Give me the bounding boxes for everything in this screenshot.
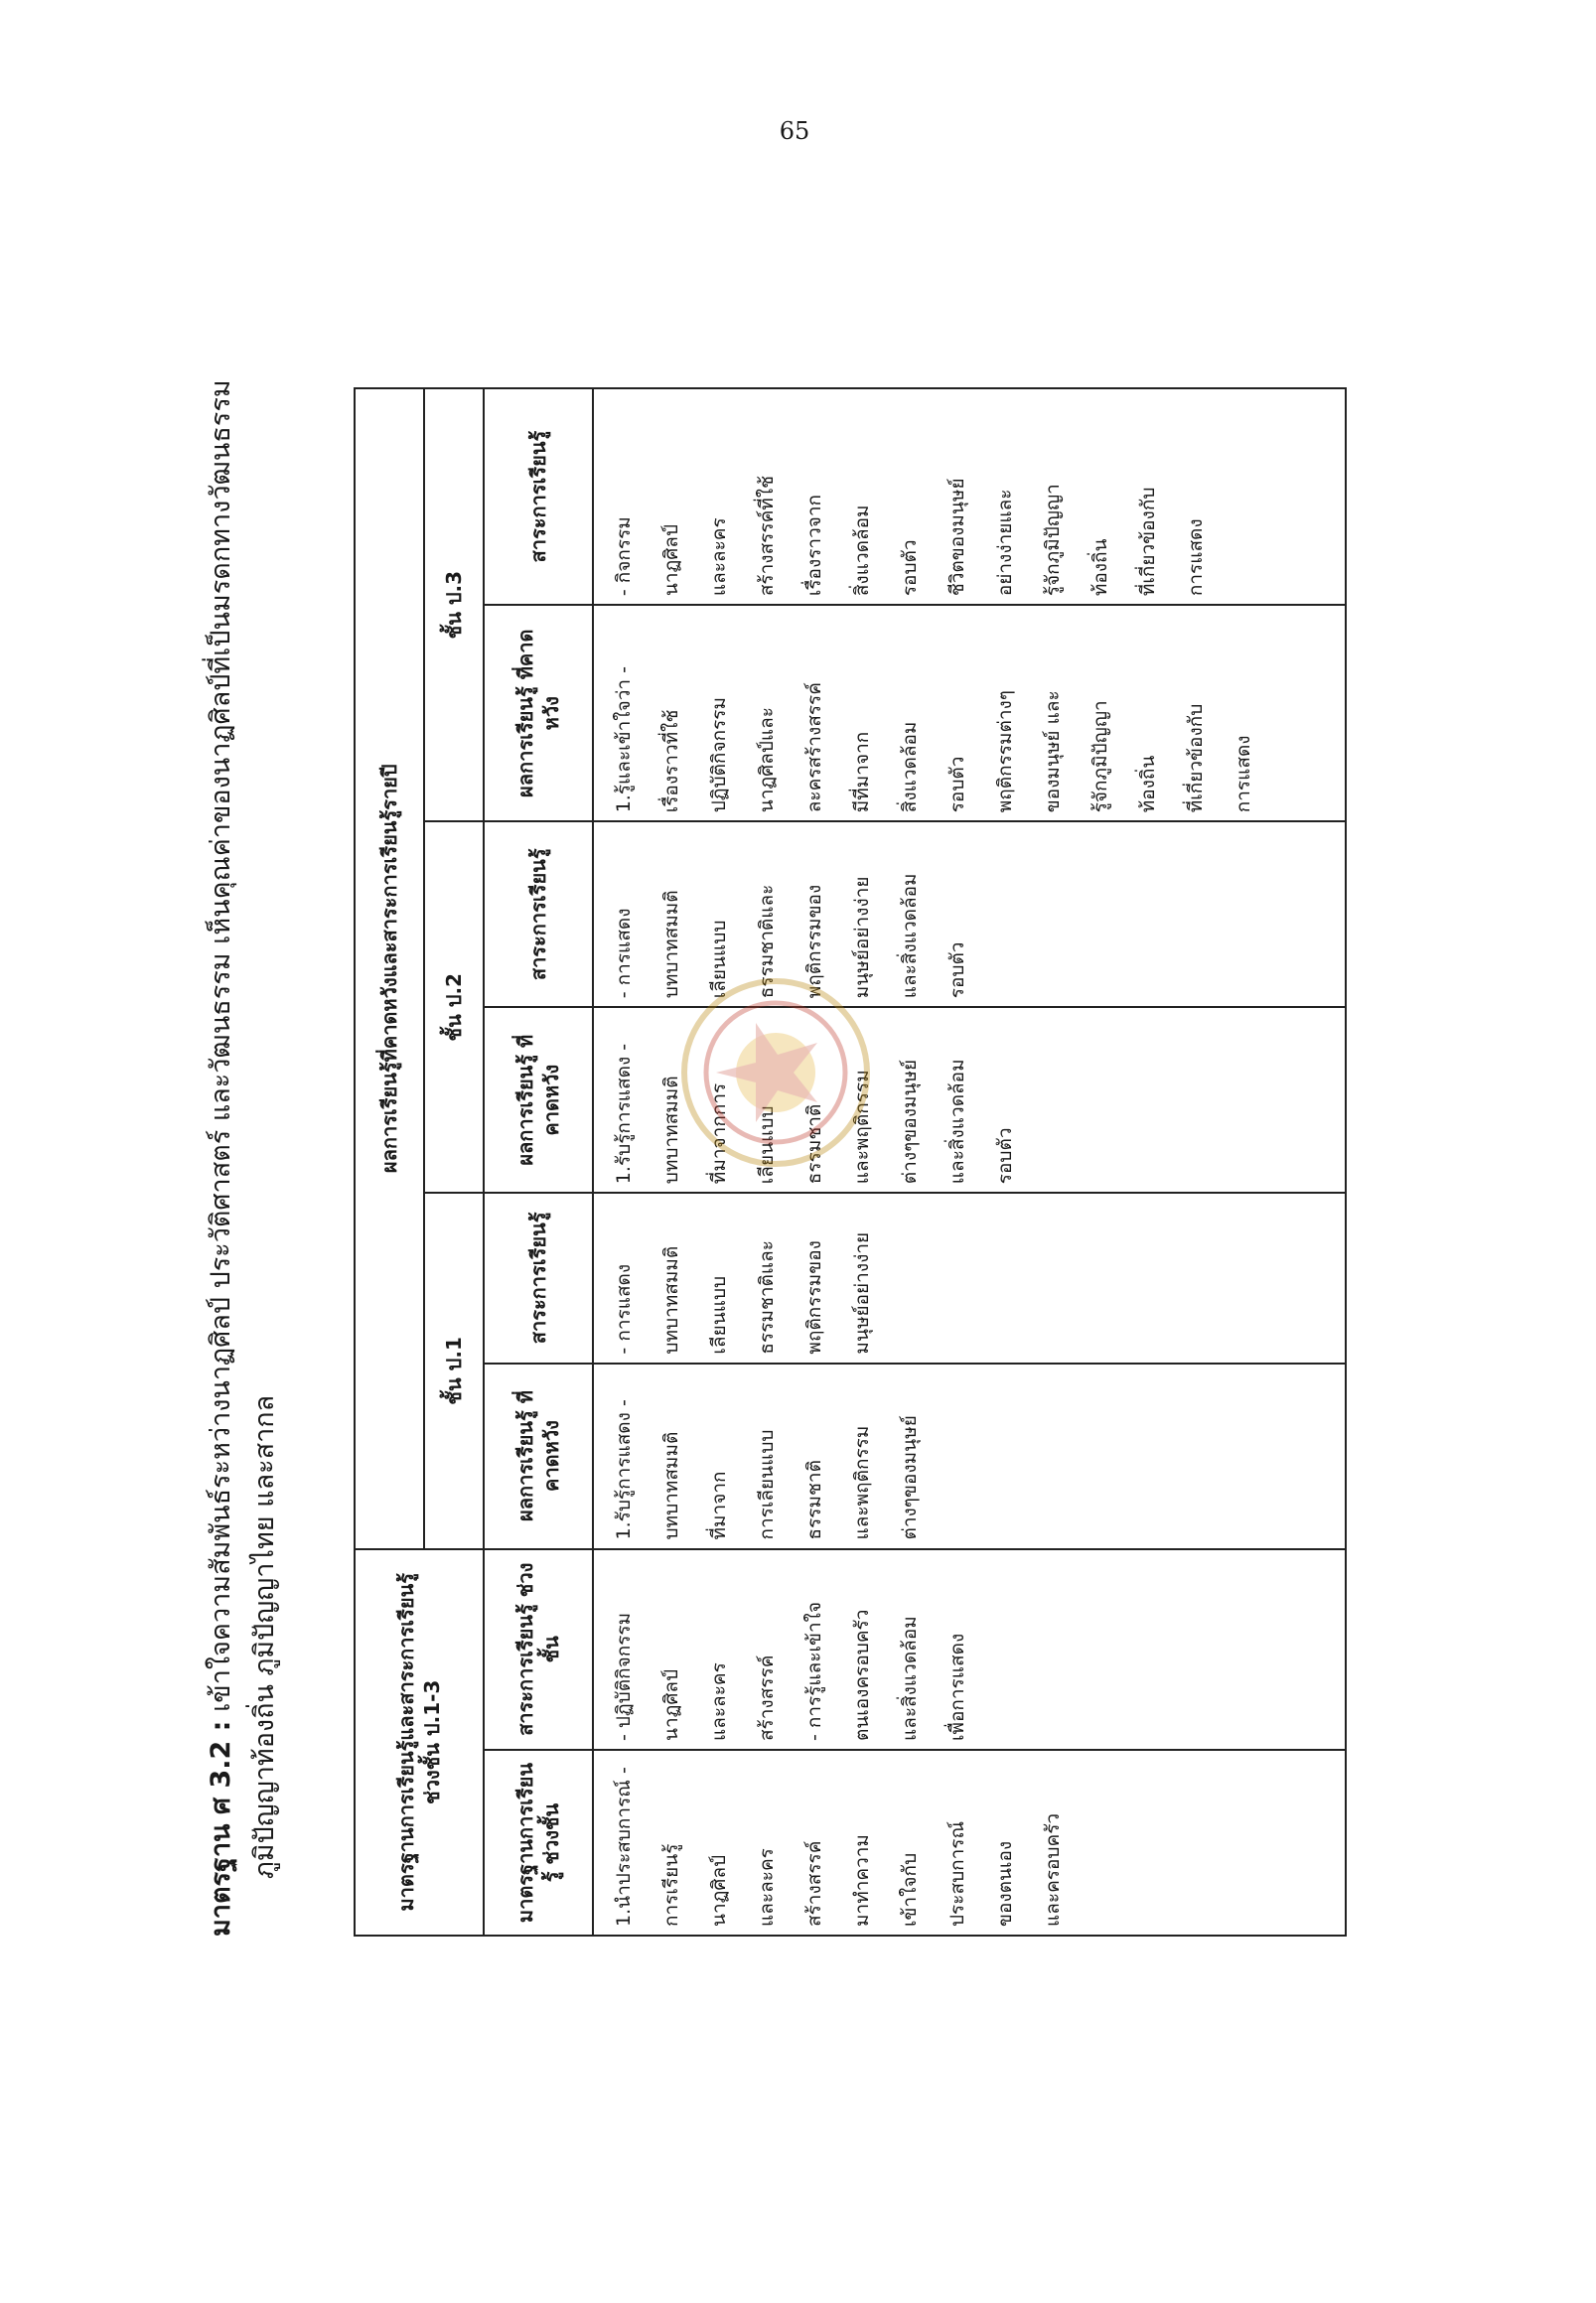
table-cell [593, 1007, 1346, 1193]
cell-line: นาฏศิลป์ [660, 1668, 682, 1742]
cell-line: พฤติกรรมของ [803, 1240, 825, 1355]
column-header: ผลการเรียนรู้ ที่คาดหวัง [484, 605, 593, 821]
cell-line: ของมนุษย์ และ [1042, 690, 1064, 813]
cell-line: สิ่งแวดล้อม [851, 504, 873, 597]
table-cell [593, 1193, 1346, 1363]
cell-line: บทบาทสมมติ [660, 1431, 682, 1540]
table-cell [593, 1364, 1346, 1549]
group-header-standards: มาตรฐานการเรียนรู้และสาระการเรียนรู้ ช่วงชั้น ป.1-3 [355, 1549, 484, 1936]
column-header: มาตรฐานการเรียนรู้ ช่วงชั้น [484, 1750, 593, 1936]
cell-line: ต่างๆของมนุษย์ [899, 1059, 921, 1185]
cell-line: การแสดง [1185, 518, 1207, 597]
cell-line: 1.รับรู้การแสดง - [613, 1399, 635, 1540]
cell-line: ที่เกี่ยวข้องกับ [1137, 487, 1159, 597]
cell-line: และพฤติกรรม [851, 1425, 873, 1540]
column-header: ผลการเรียนรู้ ที่คาดหวัง [484, 1007, 593, 1193]
cell-line: นาฏศิลป์ [660, 523, 682, 597]
cell-line: ตนเองครอบครัว [851, 1609, 873, 1742]
column-header: สาระการเรียนรู้ [484, 388, 593, 605]
cell-line: ธรรมชาติและ [756, 884, 778, 999]
cell-line: สร้างสรรค์ที่ใช้ [756, 476, 778, 597]
cell-line: เรื่องราวจาก [803, 494, 825, 597]
grade-header-p1: ชั้น ป.1 [424, 1193, 484, 1548]
cell-line: สร้างสรรค์ [756, 1655, 778, 1742]
cell-line: และพฤติกรรม [851, 1070, 873, 1185]
cell-line: มนุษย์อย่างง่าย [851, 876, 873, 999]
cell-line: ธรรมชาติ [803, 1460, 825, 1540]
table-cell [593, 605, 1346, 821]
cell-line: การแสดง [1233, 735, 1254, 813]
cell-line: รอบตัว [899, 539, 921, 597]
column-header: สาระการเรียนรู้ [484, 1193, 593, 1363]
cell-line: เพื่อการแสดง [946, 1633, 968, 1742]
cell-line: รู้จักภูมิปัญญา [1089, 700, 1111, 813]
cell-line: และสิ่งแวดล้อม [899, 1616, 921, 1742]
cell-line: รอบตัว [946, 941, 968, 999]
cell-line: - การแสดง [613, 1263, 635, 1355]
cell-line: ชีวิตของมนุษย์ [946, 478, 968, 597]
caption-line-1: เข้าใจความสัมพันธ์ระหว่างนาฏศิลป์ ประวัติศาสตร์ และวัฒนธรรม เห็นคุณค่าของนาฏศิลป์ที่เป็นมรดกทางวัฒนธรรม [206, 379, 236, 1712]
table-cell [593, 388, 1346, 605]
cell-line: พฤติกรรมของ [803, 884, 825, 999]
column-header: ผลการเรียนรู้ ที่คาดหวัง [484, 1364, 593, 1549]
cell-line: - การรู้และเข้าใจ [803, 1601, 825, 1742]
cell-line: และละคร [708, 1662, 730, 1742]
cell-line: การเลียนแบบ [756, 1429, 778, 1540]
table-cell [593, 1549, 1346, 1751]
cell-line: ต่างๆของมนุษย์ [899, 1415, 921, 1540]
cell-line: สร้างสรรค์ [803, 1840, 825, 1927]
cell-line: ธรรมชาติและ [756, 1240, 778, 1355]
cell-line: และสิ่งแวดล้อม [899, 873, 921, 999]
cell-line: นาฏศิลป์และ [756, 707, 778, 813]
cell-line: นาฏศิลป์ [708, 1854, 730, 1927]
cell-line: เลียนแบบ [708, 1275, 730, 1355]
cell-line: มาทำความ [851, 1834, 873, 1927]
cell-line: - ปฏิบัติกิจกรรม [613, 1612, 635, 1742]
cell-line: ปฏิบัติกิจกรรม [708, 696, 730, 813]
page-number: 65 [779, 117, 810, 145]
cell-line: ธรรมชาติ [803, 1103, 825, 1185]
cell-line: เลียนแบบ [756, 1105, 778, 1185]
cell-line: ของตนเอง [994, 1840, 1016, 1927]
cell-line: ที่มาจาก [708, 1471, 730, 1540]
cell-line: มีที่มาจาก [851, 731, 873, 813]
grade-header-p3: ชั้น ป.3 [424, 388, 484, 821]
cell-line: - การแสดง [613, 908, 635, 999]
rotated-sheet [200, 218, 1491, 1937]
cell-line: และละคร [708, 517, 730, 597]
column-header: สาระการเรียนรู้ ช่วงชั้น [484, 1549, 593, 1751]
cell-line: การเรียนรู้ [660, 1843, 682, 1927]
cell-line: และครอบครัว [1042, 1812, 1064, 1927]
cell-line: รู้จักภูมิปัญญา [1042, 484, 1064, 597]
cell-line: มนุษย์อย่างง่าย [851, 1231, 873, 1355]
cell-line: บทบาทสมมติ [660, 1076, 682, 1185]
cell-line: พฤติกรรมต่างๆ [994, 689, 1016, 813]
group-header-outcomes: ผลการเรียนรู้ที่คาดหวังและสาระการเรียนรู้รายปี [355, 388, 424, 1549]
cell-line: ท้องถิ่น [1089, 538, 1111, 597]
cell-line: - กิจกรรม [613, 516, 635, 597]
cell-line: ท้องถิ่น [1137, 755, 1159, 813]
standard-code: มาตรฐาน ศ 3.2 : [206, 1720, 236, 1937]
standard-caption [200, 228, 319, 1937]
cell-line: ที่มาจากการ [708, 1082, 730, 1185]
cell-line: และสิ่งแวดล้อม [946, 1059, 968, 1185]
cell-line: 1.รับรู้การแสดง - [613, 1043, 635, 1185]
curriculum-table [354, 387, 1347, 1937]
table-cell [593, 1750, 1346, 1936]
cell-line: รอบตัว [946, 756, 968, 813]
cell-line: สิ่งแวดล้อม [899, 721, 921, 813]
cell-line: 1.นำประสบการณ์ - [613, 1767, 635, 1927]
cell-line: เลียนแบบ [708, 920, 730, 999]
cell-line: อย่างง่ายและ [994, 489, 1016, 597]
cell-line: บทบาทสมมติ [660, 1245, 682, 1355]
cell-line: ที่เกี่ยวข้องกับ [1185, 703, 1207, 813]
cell-line: ละครสร้างสรรค์ [803, 682, 825, 813]
cell-line: ประสบการณ์ [946, 1820, 968, 1927]
cell-line: บทบาทสมมติ [660, 890, 682, 999]
table-cell [593, 821, 1346, 1007]
cell-line: เข้าใจกับ [899, 1852, 921, 1927]
cell-line: เรื่องราวที่ใช้ [660, 709, 682, 813]
cell-line: 1.รู้และเข้าใจว่า - [613, 666, 635, 813]
cell-line: รอบตัว [994, 1127, 1016, 1185]
grade-header-p2: ชั้น ป.2 [424, 821, 484, 1193]
caption-line-2: ภูมิปัญญาท้องถิ่น ภูมิปัญญาไทย และสากล [249, 1394, 280, 1879]
cell-line: และละคร [756, 1848, 778, 1927]
column-header: สาระการเรียนรู้ [484, 821, 593, 1007]
